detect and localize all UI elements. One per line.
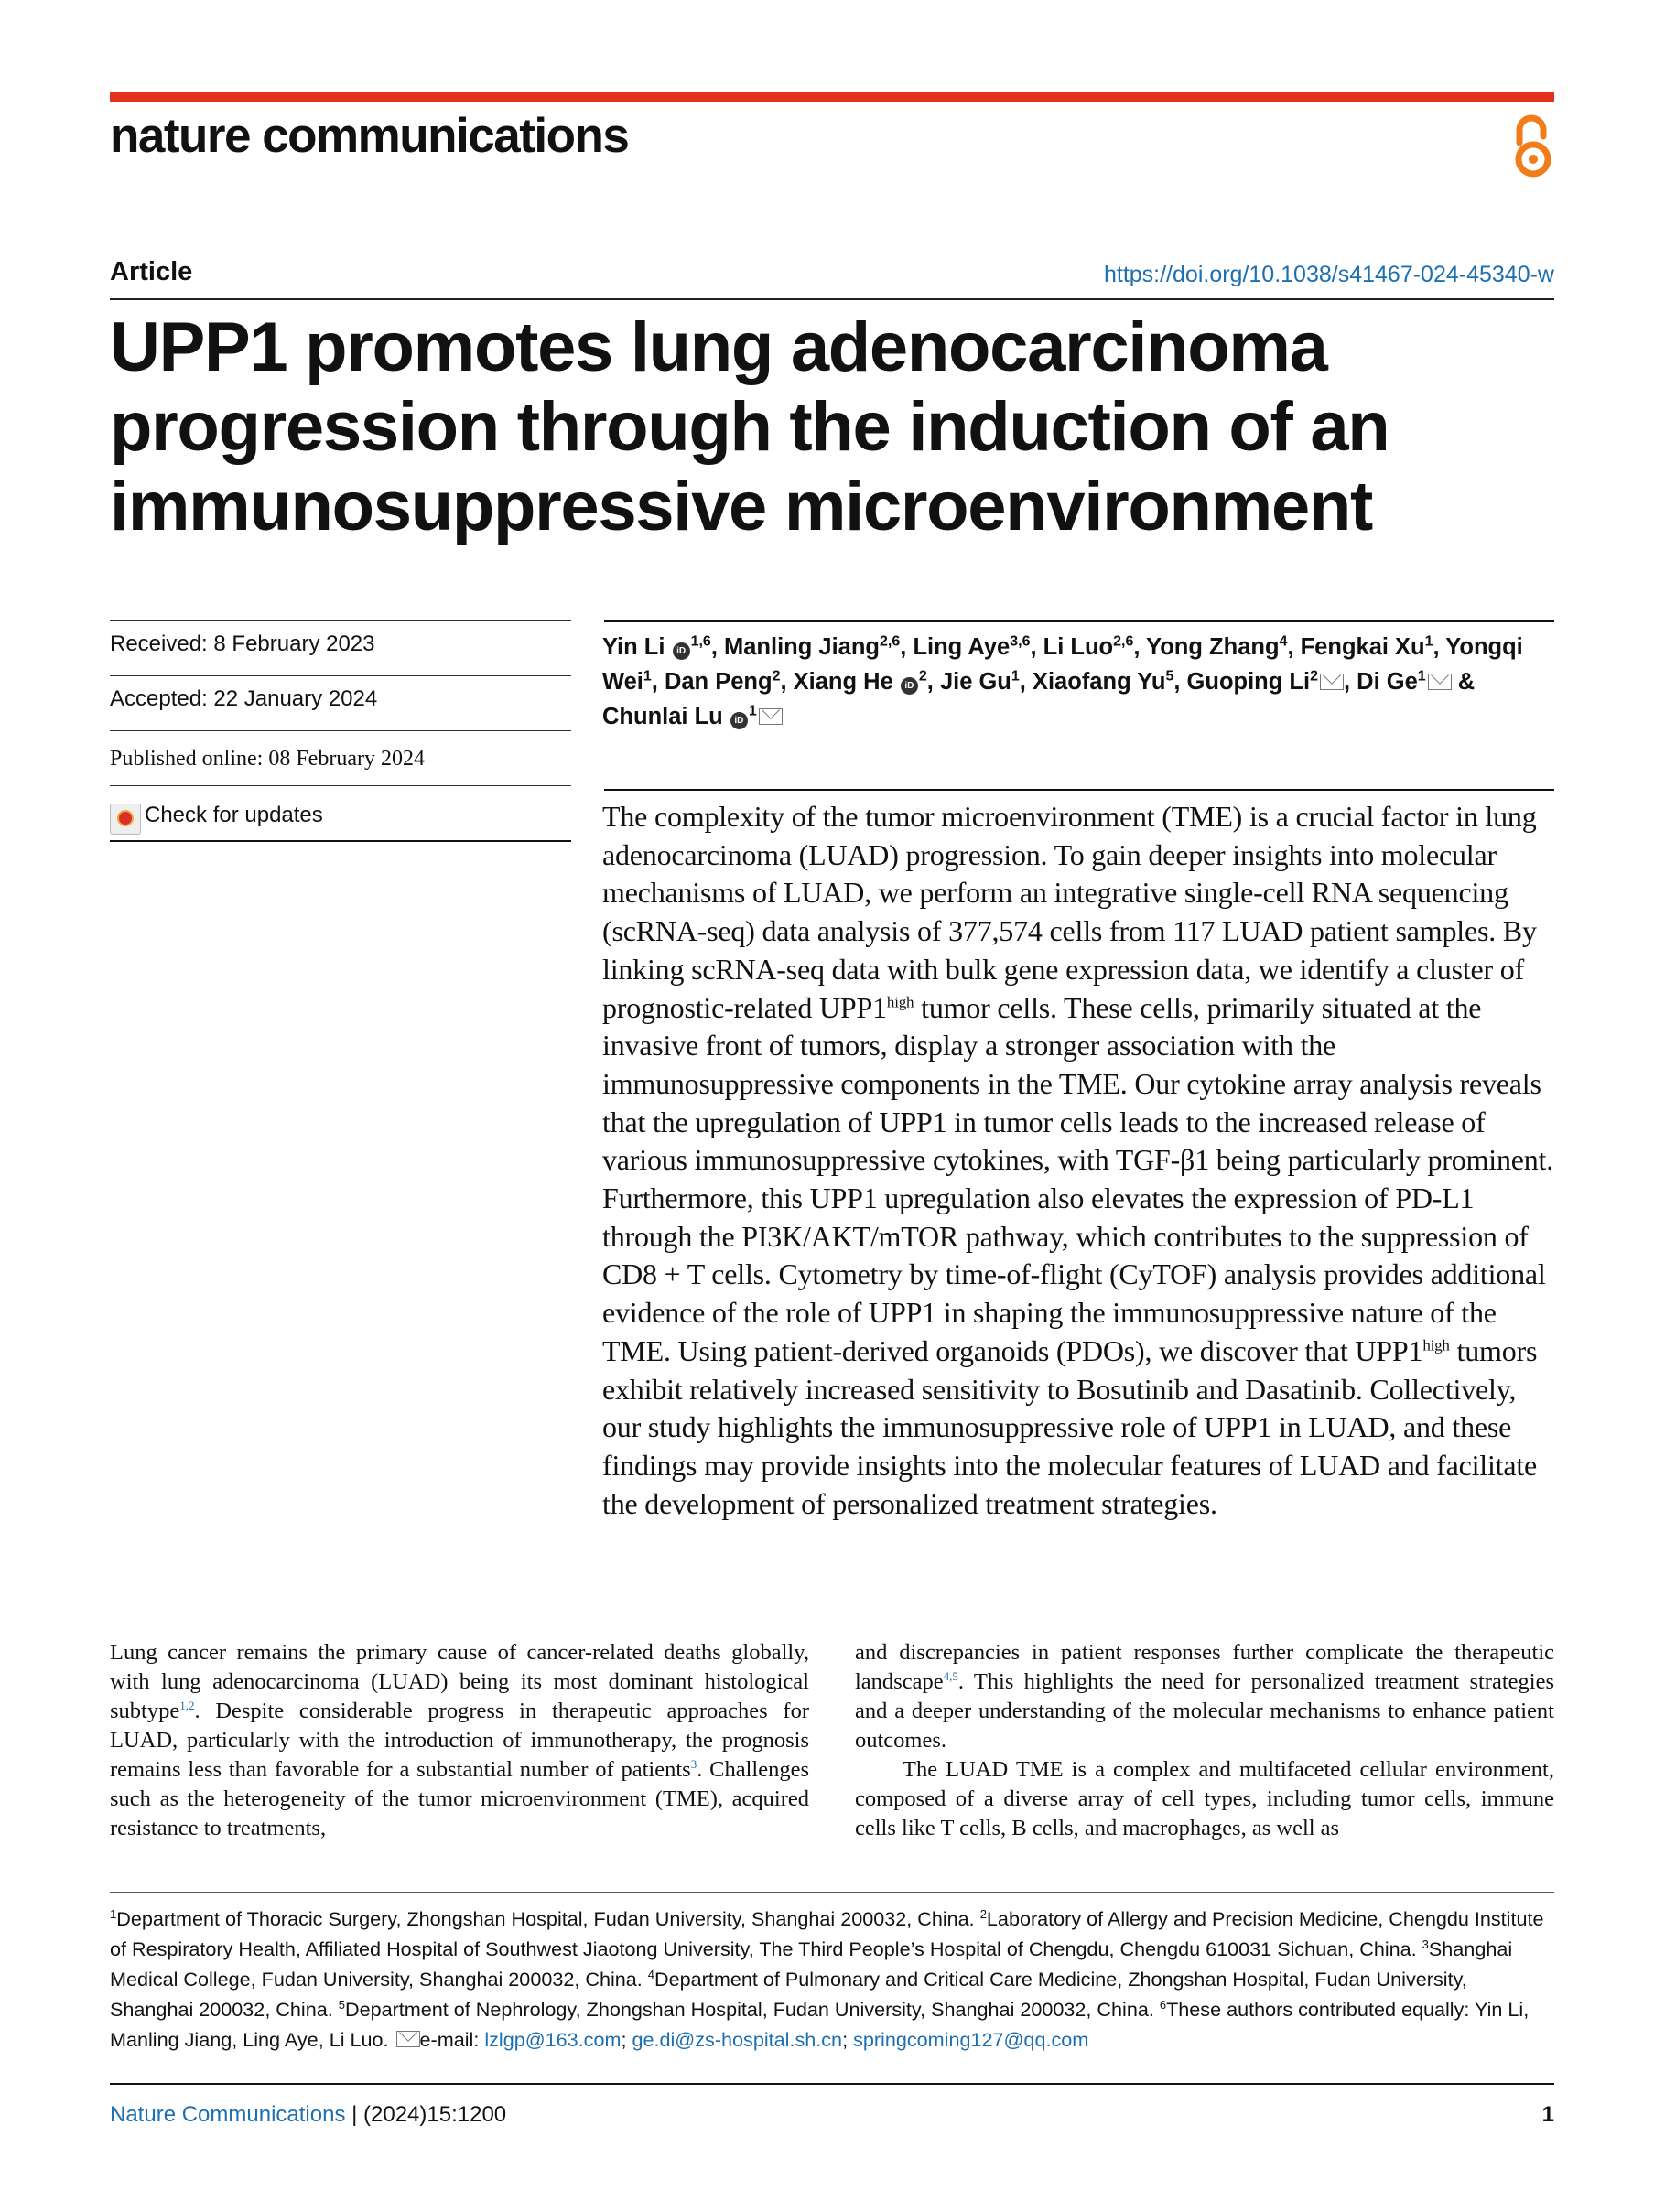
author-separator: , (1287, 634, 1301, 660)
author-affiliation-ref: 1,6 (690, 633, 711, 650)
author-name[interactable]: Chunlai Lu (602, 704, 723, 729)
author-name[interactable]: Xiang He (793, 669, 893, 695)
superscript: high (1422, 1336, 1450, 1354)
author-name[interactable]: Dan Peng (664, 669, 773, 695)
author-name[interactable]: Li Luo (1043, 634, 1114, 660)
body-paragraph: The LUAD TME is a complex and multifaceted cellular environment, composed of a diverse array of cell types, including tumor cells, immune cells like T cells, B cells, and macrophages, as well as (855, 1757, 1554, 1840)
author-separator: , (900, 634, 914, 660)
body-column-left (110, 1638, 809, 1843)
author[interactable] (1301, 634, 1433, 660)
author-affiliation-ref: 1 (1424, 633, 1433, 650)
affiliation-number: 3 (1422, 1937, 1429, 1951)
abstract-text: tumor cells. These cells, primarily situated at the invasive front of tumors, display a stronger association with the immunosuppressive components in the TME. Our cytokine array analysis reveals that the upregulation of UPP1 in tumor cells leads to the increased release of various immunosuppressive cytokines, with TGF-β1 being particularly prominent. Furthermore, this UPP1 upregulation also elevates the expression of PD-L1 through the PI3K/AKT/mTOR pathway, which contributes to the suppression of CD8 + T cells. Cytometry by time-of-flight (CyTOF) analysis provides additional evidence of the role of UPP1 in shaping the immunosuppressive nature of the TME. Using patient-derived organoids (PDOs), we discover that UPP1 (602, 990, 1554, 1367)
author[interactable] (602, 704, 783, 729)
author-name[interactable]: Di Ge (1357, 669, 1418, 695)
page-number: 1 (1541, 2102, 1554, 2127)
header-accent-bar (110, 92, 1554, 102)
author-name[interactable]: Ling Aye (913, 634, 1011, 660)
footer-citation (110, 2102, 506, 2128)
citation-ref[interactable]: 3 (690, 1756, 697, 1771)
author-separator: , (1173, 669, 1187, 695)
meta-rule (110, 620, 571, 621)
author-affiliation-ref: 1 (748, 703, 757, 719)
check-for-updates-icon[interactable] (110, 804, 141, 835)
author-name[interactable]: Jie Gu (939, 669, 1011, 695)
affiliation-number: 6 (1159, 1997, 1167, 2012)
author[interactable] (1187, 669, 1344, 695)
author-separator: , (1433, 634, 1446, 660)
abstract-text: tumors exhibit relatively increased sensitivity to Bosutinib and Dasatinib. Collectively, our study highlights the immunosuppressive role of UPP1 in LUAD, and these findings may provide insights into the molecular features of LUAD and facilitate the development of personalized treatment strategies. (602, 1333, 1538, 1520)
orcid-icon[interactable]: iD (901, 677, 918, 695)
meta-rule (110, 675, 571, 676)
email-envelope-icon[interactable] (1320, 674, 1344, 690)
author-name[interactable]: Xiaofang Yu (1032, 669, 1166, 695)
author-name[interactable]: Guoping Li (1186, 669, 1311, 695)
author-separator: & (1451, 669, 1476, 695)
accepted-date: Accepted: 22 January 2024 (110, 686, 378, 711)
body-text: . Despite considerable progress in therapeutic approaches for LUAD, particularly with the introduction of immunotherapy, the prognosis remains less than favorable for a substantial number of patients (110, 1699, 809, 1782)
author-separator: , (651, 669, 665, 695)
email-label: e-mail: (419, 2028, 485, 2051)
affiliation-text: These authors contributed equally: Yin Li, Manling Jiang, Ling Aye, Li Luo. (110, 1998, 1530, 2051)
affiliation-number: 1 (110, 1906, 117, 1921)
author-affiliation-ref: 5 (1165, 668, 1174, 685)
author-separator: , (710, 634, 724, 660)
author[interactable] (913, 634, 1030, 660)
author-name[interactable]: Fengkai Xu (1300, 634, 1425, 660)
body-text: Lung cancer remains the primary cause of cancer-related deaths globally, with lung adenocarcinoma (LUAD) being its most dominant histological subtype (110, 1640, 809, 1723)
affiliation-number: 2 (979, 1906, 987, 1921)
body-paragraph (855, 1638, 1554, 1755)
author[interactable] (665, 669, 781, 695)
author-affiliation-ref: 3,6 (1010, 633, 1031, 650)
affiliation-text: Department of Nephrology, Zhongshan Hospital, Fudan University, Shanghai 200032, China. (344, 1998, 1160, 2021)
article-title: UPP1 promotes lung adenocarcinoma progression through the induction of an immunosuppressive microenvironment (110, 308, 1389, 545)
author-affiliation-ref: 2 (1310, 668, 1318, 685)
article-type: Article (110, 257, 193, 286)
citation-ref[interactable]: 1,2 (179, 1698, 195, 1712)
author-name[interactable]: Yongqi Wei (602, 634, 1523, 695)
author[interactable] (940, 669, 1020, 695)
affiliation-text: Laboratory of Allergy and Precision Medicine, Chengdu Institute of Respiratory Health, Affiliated Hospital of Southwest Jiaotong University, The Third People’s Hospital of Chengdu, Chengdu 610031 Sichuan, China. (110, 1907, 1544, 1960)
email-envelope-icon[interactable] (1428, 674, 1452, 690)
check-for-updates-link[interactable]: Check for updates (145, 803, 323, 827)
author[interactable] (724, 634, 900, 660)
meta-rule (110, 785, 571, 786)
author[interactable] (602, 634, 711, 660)
author-separator: , (1019, 669, 1033, 695)
journal-name[interactable]: nature communications (110, 109, 629, 163)
author-name[interactable]: Yin Li (602, 634, 665, 660)
abstract-text: The complexity of the tumor microenvironment (TME) is a crucial factor in lung adenocarcinoma (LUAD) progression. To gain deeper insights into molecular mechanisms of LUAD, we perform an integrative single-cell RNA sequencing (scRNA-seq) data analysis of 377,574 cells from 117 LUAD patient samples. By linking scRNA-seq data with bulk gene expression data, we identify a cluster of prognostic-related UPP1 (602, 800, 1537, 1024)
body-text: . This highlights the need for personalized treatment strategies and a deeper understanding of the molecular mechanisms to enhance patient outcomes. (855, 1669, 1554, 1753)
open-access-icon[interactable] (1510, 112, 1556, 179)
email-link[interactable]: springcoming127@qq.com (853, 2028, 1089, 2051)
body-paragraph (110, 1638, 809, 1843)
superscript: high (886, 992, 914, 1010)
abstract (602, 798, 1556, 1523)
email-link[interactable]: ge.di@zs-hospital.sh.cn (632, 2028, 843, 2051)
author-affiliation-ref: 2 (918, 668, 927, 685)
footer-rule (110, 2083, 1554, 2085)
citation-ref[interactable]: 4,5 (943, 1668, 958, 1683)
abstract-rule (604, 789, 1554, 791)
author[interactable] (1043, 634, 1134, 660)
authors-rule (604, 620, 1554, 622)
received-date: Received: 8 February 2023 (110, 631, 375, 656)
author-separator: , (1030, 634, 1043, 660)
orcid-icon[interactable]: iD (673, 642, 690, 660)
author-separator: , (1133, 634, 1147, 660)
author-separator: , (926, 669, 940, 695)
affiliations: $^1$Department of Thoracic Surgery, Zhongshan Hospital, Fudan University, Shanghai 200032, China. $^2$Laboratory of Allergy and Precision Medicine, Chengdu Institute of Respiratory Health, Affiliated Hospital of Southwest Jiaotong University, The Third People’s Hospital of Chengdu, Chengdu 610031 Sichuan, China. $^3$Shanghai Medical College, Fudan University, Shanghai 200032, China. $^4$Department of Pulmonary and Critical Care Medicine, Zhongshan Hospital, Fudan University, Shanghai 200032, China. $^5$Department of Nephrology, Zhongshan Hospital, Fudan University, Shanghai 200032, China. $^6$These authors contributed equally: Yin Li, Manling Jiang, Ling Aye, Li Luo. e-mail: lzlgp@163.com; ge.di@zs-hospital.sh.cn; springcoming127@qq.com (110, 1906, 1544, 2051)
author-list (602, 630, 1554, 734)
published-date: Published online: 08 February 2024 (110, 747, 425, 771)
affiliation-text: Shanghai Medical College, Fudan University, Shanghai 200032, China. (110, 1937, 1513, 1991)
body-text: and discrepancies in patient responses further complicate the therapeutic landscape (855, 1640, 1554, 1694)
author-name[interactable]: Yong Zhang (1146, 634, 1280, 660)
affiliation-text: Department of Thoracic Surgery, Zhongshan Hospital, Fudan University, Shanghai 200032, China. (116, 1907, 980, 1930)
email-envelope-icon (396, 2031, 420, 2047)
author[interactable] (1033, 669, 1173, 695)
affiliations-rule (110, 1892, 1554, 1893)
email-envelope-icon[interactable] (759, 708, 783, 725)
author-separator: , (1344, 669, 1357, 695)
footer-journal-link[interactable]: Nature Communications (110, 2102, 346, 2127)
footer-volume: | (2024)15:1200 (345, 2102, 507, 2127)
author-affiliation-ref: 2 (772, 668, 781, 685)
meta-rule (110, 840, 571, 842)
author-affiliation-ref: 2,6 (1113, 633, 1134, 650)
author-affiliation-ref: 4 (1279, 633, 1288, 650)
author[interactable] (1357, 669, 1452, 695)
author-affiliation-ref: 1 (1011, 668, 1020, 685)
title-rule (110, 298, 1554, 300)
affiliation-number: 5 (338, 1997, 345, 2012)
body-column-right (855, 1638, 1554, 1843)
affiliation-number: 4 (647, 1967, 655, 1981)
author-affiliation-ref: 1 (1417, 668, 1426, 685)
author-name[interactable]: Manling Jiang (724, 634, 881, 660)
email-link[interactable]: lzlgp@163.com (484, 2028, 622, 2051)
author-separator: , (780, 669, 794, 695)
doi-link[interactable]: https://doi.org/10.1038/s41467-024-45340-w (1103, 262, 1554, 287)
affiliation-text: Department of Pulmonary and Critical Care Medicine, Zhongshan Hospital, Fudan University, Shanghai 200032, China. (110, 1968, 1467, 2021)
author[interactable] (794, 669, 927, 695)
orcid-icon[interactable]: iD (730, 712, 748, 729)
meta-rule (110, 730, 571, 731)
author[interactable] (1146, 634, 1287, 660)
body-text: . Challenges such as the heterogeneity of the tumor microenvironment (TME), acquired resistance to treatments, (110, 1757, 809, 1840)
author-affiliation-ref: 2,6 (880, 633, 901, 650)
author-affiliation-ref: 1 (643, 668, 652, 685)
